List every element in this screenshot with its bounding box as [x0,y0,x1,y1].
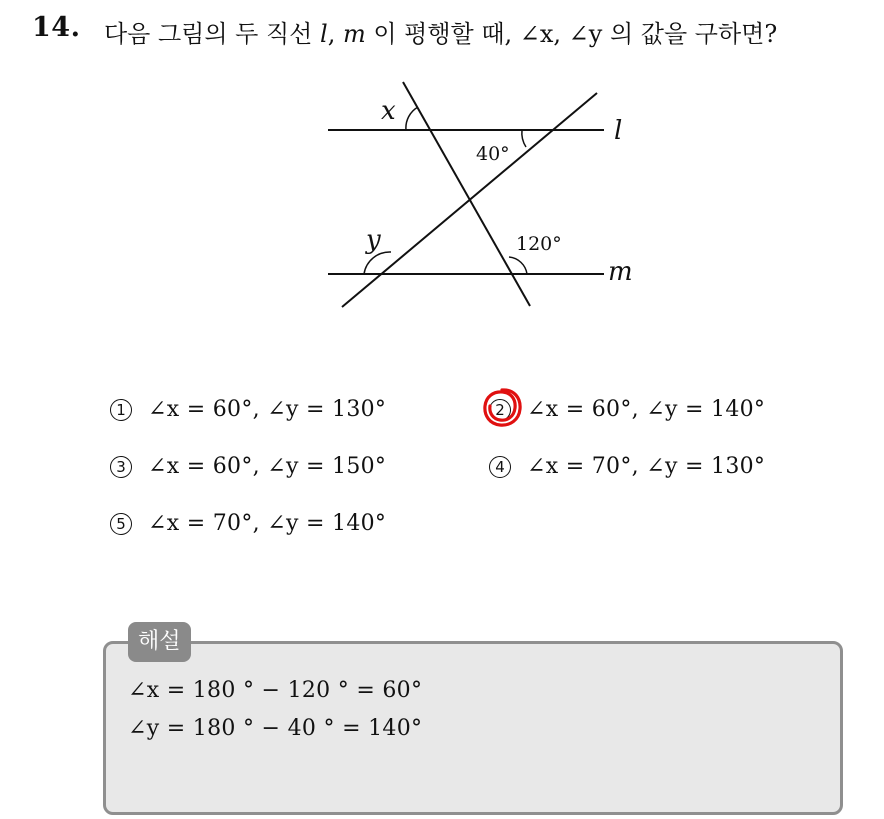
label-x: x [381,96,396,126]
solution-line-2: ∠y = 180 ° − 40 ° = 140° [128,716,423,741]
choice-number-1: 1 [110,399,132,421]
choice-number-2: 2 [489,399,511,421]
question-text-before: 다음 그림의 두 직선 [104,20,320,48]
label-120: 120° [516,233,562,255]
arc-40 [522,130,526,147]
choice-text-4: ∠x = 70°, ∠y = 130° [527,454,766,479]
question-text-after: 이 평행할 때, ∠x, ∠y 의 값을 구하면? [365,20,778,48]
question-var-m: m [342,20,366,48]
question-comma: , [327,20,343,48]
choice-3[interactable] [110,454,386,479]
arc-x [406,107,418,130]
label-line-l: l [614,116,623,146]
question-var-l: l [320,20,328,48]
choice-number-3: 3 [110,456,132,478]
choice-number-5: 5 [110,513,132,535]
choice-text-5: ∠x = 70°, ∠y = 140° [148,511,387,536]
question-number: 14. [32,12,81,43]
arc-120 [509,257,527,274]
choice-text-2: ∠x = 60°, ∠y = 140° [527,397,766,422]
solution-tag: 해설 [128,622,191,662]
transversal-steep [403,82,530,306]
label-y: y [366,225,381,255]
label-40: 40° [476,143,510,165]
choice-number-4: 4 [489,456,511,478]
label-line-m: m [608,257,633,287]
choice-text-1: ∠x = 60°, ∠y = 130° [148,397,387,422]
arc-y [364,252,391,274]
parallel-lines-figure [0,0,884,360]
choice-2[interactable] [489,397,765,422]
choice-1[interactable] [110,397,386,422]
choice-4[interactable] [489,454,765,479]
answer-mark-circle-icon [478,384,526,432]
choice-5[interactable] [110,511,386,536]
solution-line-1: ∠x = 180 ° − 120 ° = 60° [128,678,423,703]
choice-text-3: ∠x = 60°, ∠y = 150° [148,454,387,479]
